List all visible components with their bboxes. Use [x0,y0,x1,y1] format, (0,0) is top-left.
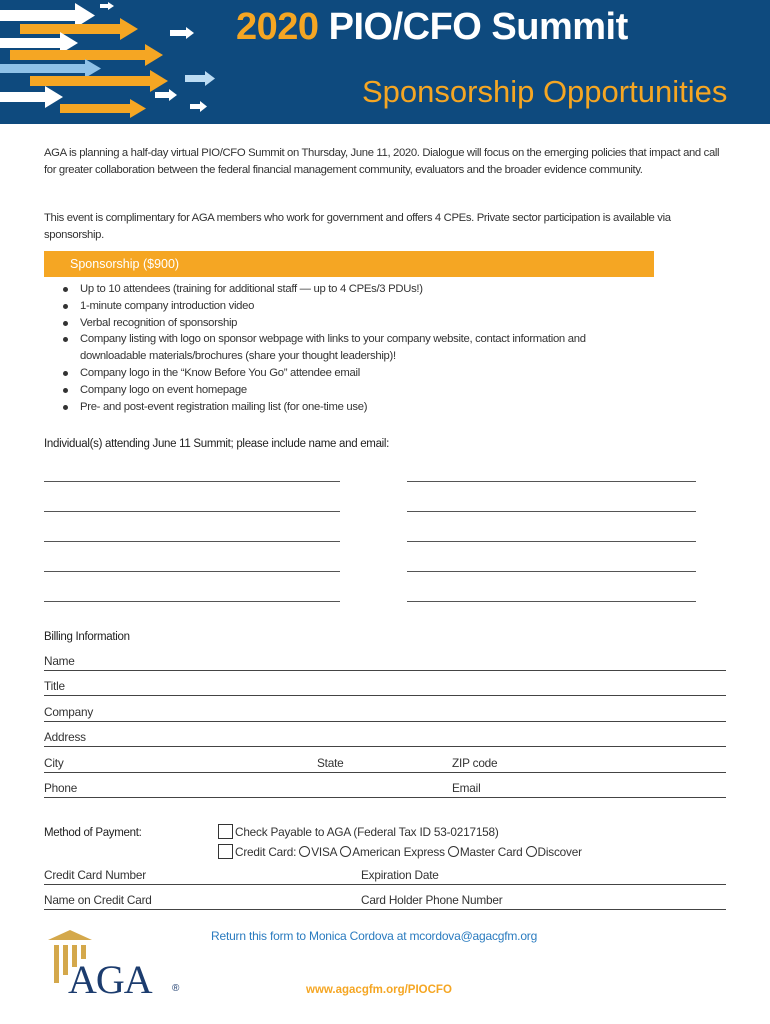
attendee-line-2-left[interactable] [44,511,340,512]
attendee-line-1-left[interactable] [44,481,340,482]
phone-email-row[interactable] [44,778,726,798]
phone-label: Phone [44,781,78,795]
card-number-row[interactable] [44,865,726,885]
credit-option-row [218,844,582,859]
arrow-small-4 [190,101,207,112]
address-field[interactable] [44,727,726,747]
discover-label: Discover [537,844,582,859]
page-title [236,6,628,49]
title-label: Title [44,679,65,693]
billing-heading: Billing Information [44,631,130,643]
amex-radio[interactable] [340,846,351,857]
attendee-line-4-right[interactable] [407,571,696,572]
credit-card-checkbox[interactable] [218,844,233,859]
payment-method-label: Method of Payment: [44,827,142,839]
arrows-graphic [0,0,235,124]
visa-label: VISA [311,844,338,859]
address-label: Address [44,730,86,744]
visa-radio[interactable] [299,846,310,857]
benefit-item: Company logo in the “Know Before You Go” attendee email [62,365,622,382]
card-name-row[interactable] [44,890,726,910]
arrow-orange-3 [30,70,168,92]
benefit-item: Verbal recognition of sponsorship [62,315,622,332]
benefit-item: Company logo on event homepage [62,382,622,399]
amex-label: American Express [352,844,445,859]
aga-logo [40,928,190,1000]
benefit-item: Up to 10 attendees (training for additional staff — up to 4 CPEs/3 PDUs!) [62,281,622,298]
check-payable-checkbox[interactable] [218,824,233,839]
intro-paragraph-1: AGA is planning a half-day virtual PIO/CFO Summit on Thursday, June 11, 2020. Dialogue will focus on the emerging policies that impact and call for greater collaboration between the federal financial management community, evaluators and the broader evidence community. [44,147,720,176]
title-main: PIO/CFO Summit [328,6,628,48]
discover-radio[interactable] [526,846,537,857]
attendee-line-5-left[interactable] [44,601,340,602]
mastercard-label: Master Card [459,844,523,859]
expiration-label: Expiration Date [361,868,439,882]
benefits-list [62,281,622,415]
mastercard-radio[interactable] [448,846,459,857]
state-label: State [317,756,344,770]
return-instructions: Return this form to Monica Cordova at mcordova@agacgfm.org [211,929,538,943]
benefit-item: Pre- and post-event registration mailing list (for one-time use) [62,399,622,416]
credit-option-label: Credit Card: [235,844,297,859]
attendee-line-4-left[interactable] [44,571,340,572]
attendees-heading: Individual(s) attending June 11 Summit; please include name and email: [44,438,390,450]
header-banner [0,0,770,124]
arrow-small-3 [155,89,177,101]
page-subtitle: Sponsorship Opportunities [362,74,728,109]
attendee-line-3-right[interactable] [407,541,696,542]
arrow-small-5 [100,2,114,10]
arrow-orange-4 [60,99,146,118]
email-label: Email [452,781,481,795]
arrow-white-3 [0,86,63,108]
name-on-card-label: Name on Credit Card [44,893,152,907]
arrow-small-1 [170,27,194,39]
name-label: Name [44,654,75,668]
attendee-line-3-left[interactable] [44,541,340,542]
check-option-row [218,824,499,839]
arrow-lightblue-1 [0,59,101,78]
company-label: Company [44,705,94,719]
holder-phone-label: Card Holder Phone Number [361,893,503,907]
zip-label: ZIP code [452,756,498,770]
city-state-zip-row[interactable] [44,753,726,773]
logo-text: AGA [68,957,152,1002]
attendee-line-1-right[interactable] [407,481,696,482]
name-field[interactable] [44,651,726,671]
arrow-small-2 [185,71,215,86]
attendee-line-5-right[interactable] [407,601,696,602]
benefit-item: 1-minute company introduction video [62,298,622,315]
website-link[interactable]: www.agacgfm.org/PIOCFO [306,984,452,996]
company-field[interactable] [44,702,726,722]
attendee-line-2-right[interactable] [407,511,696,512]
sponsorship-heading: Sponsorship ($900) [44,251,654,277]
title-year: 2020 [236,6,319,48]
check-option-label: Check Payable to AGA (Federal Tax ID 53-0217158) [235,824,499,839]
intro-paragraph-2: This event is complimentary for AGA members who work for government and offers 4 CPEs. Private sector participation is available via sponsorship. [44,212,671,241]
title-field[interactable] [44,676,726,696]
registered-mark: ® [172,983,180,994]
benefit-item: Company listing with logo on sponsor webpage with links to your company website, contact information and downloadable materials/brochures (share your thought leadership)! [62,331,622,365]
card-number-label: Credit Card Number [44,868,146,882]
city-label: City [44,756,64,770]
